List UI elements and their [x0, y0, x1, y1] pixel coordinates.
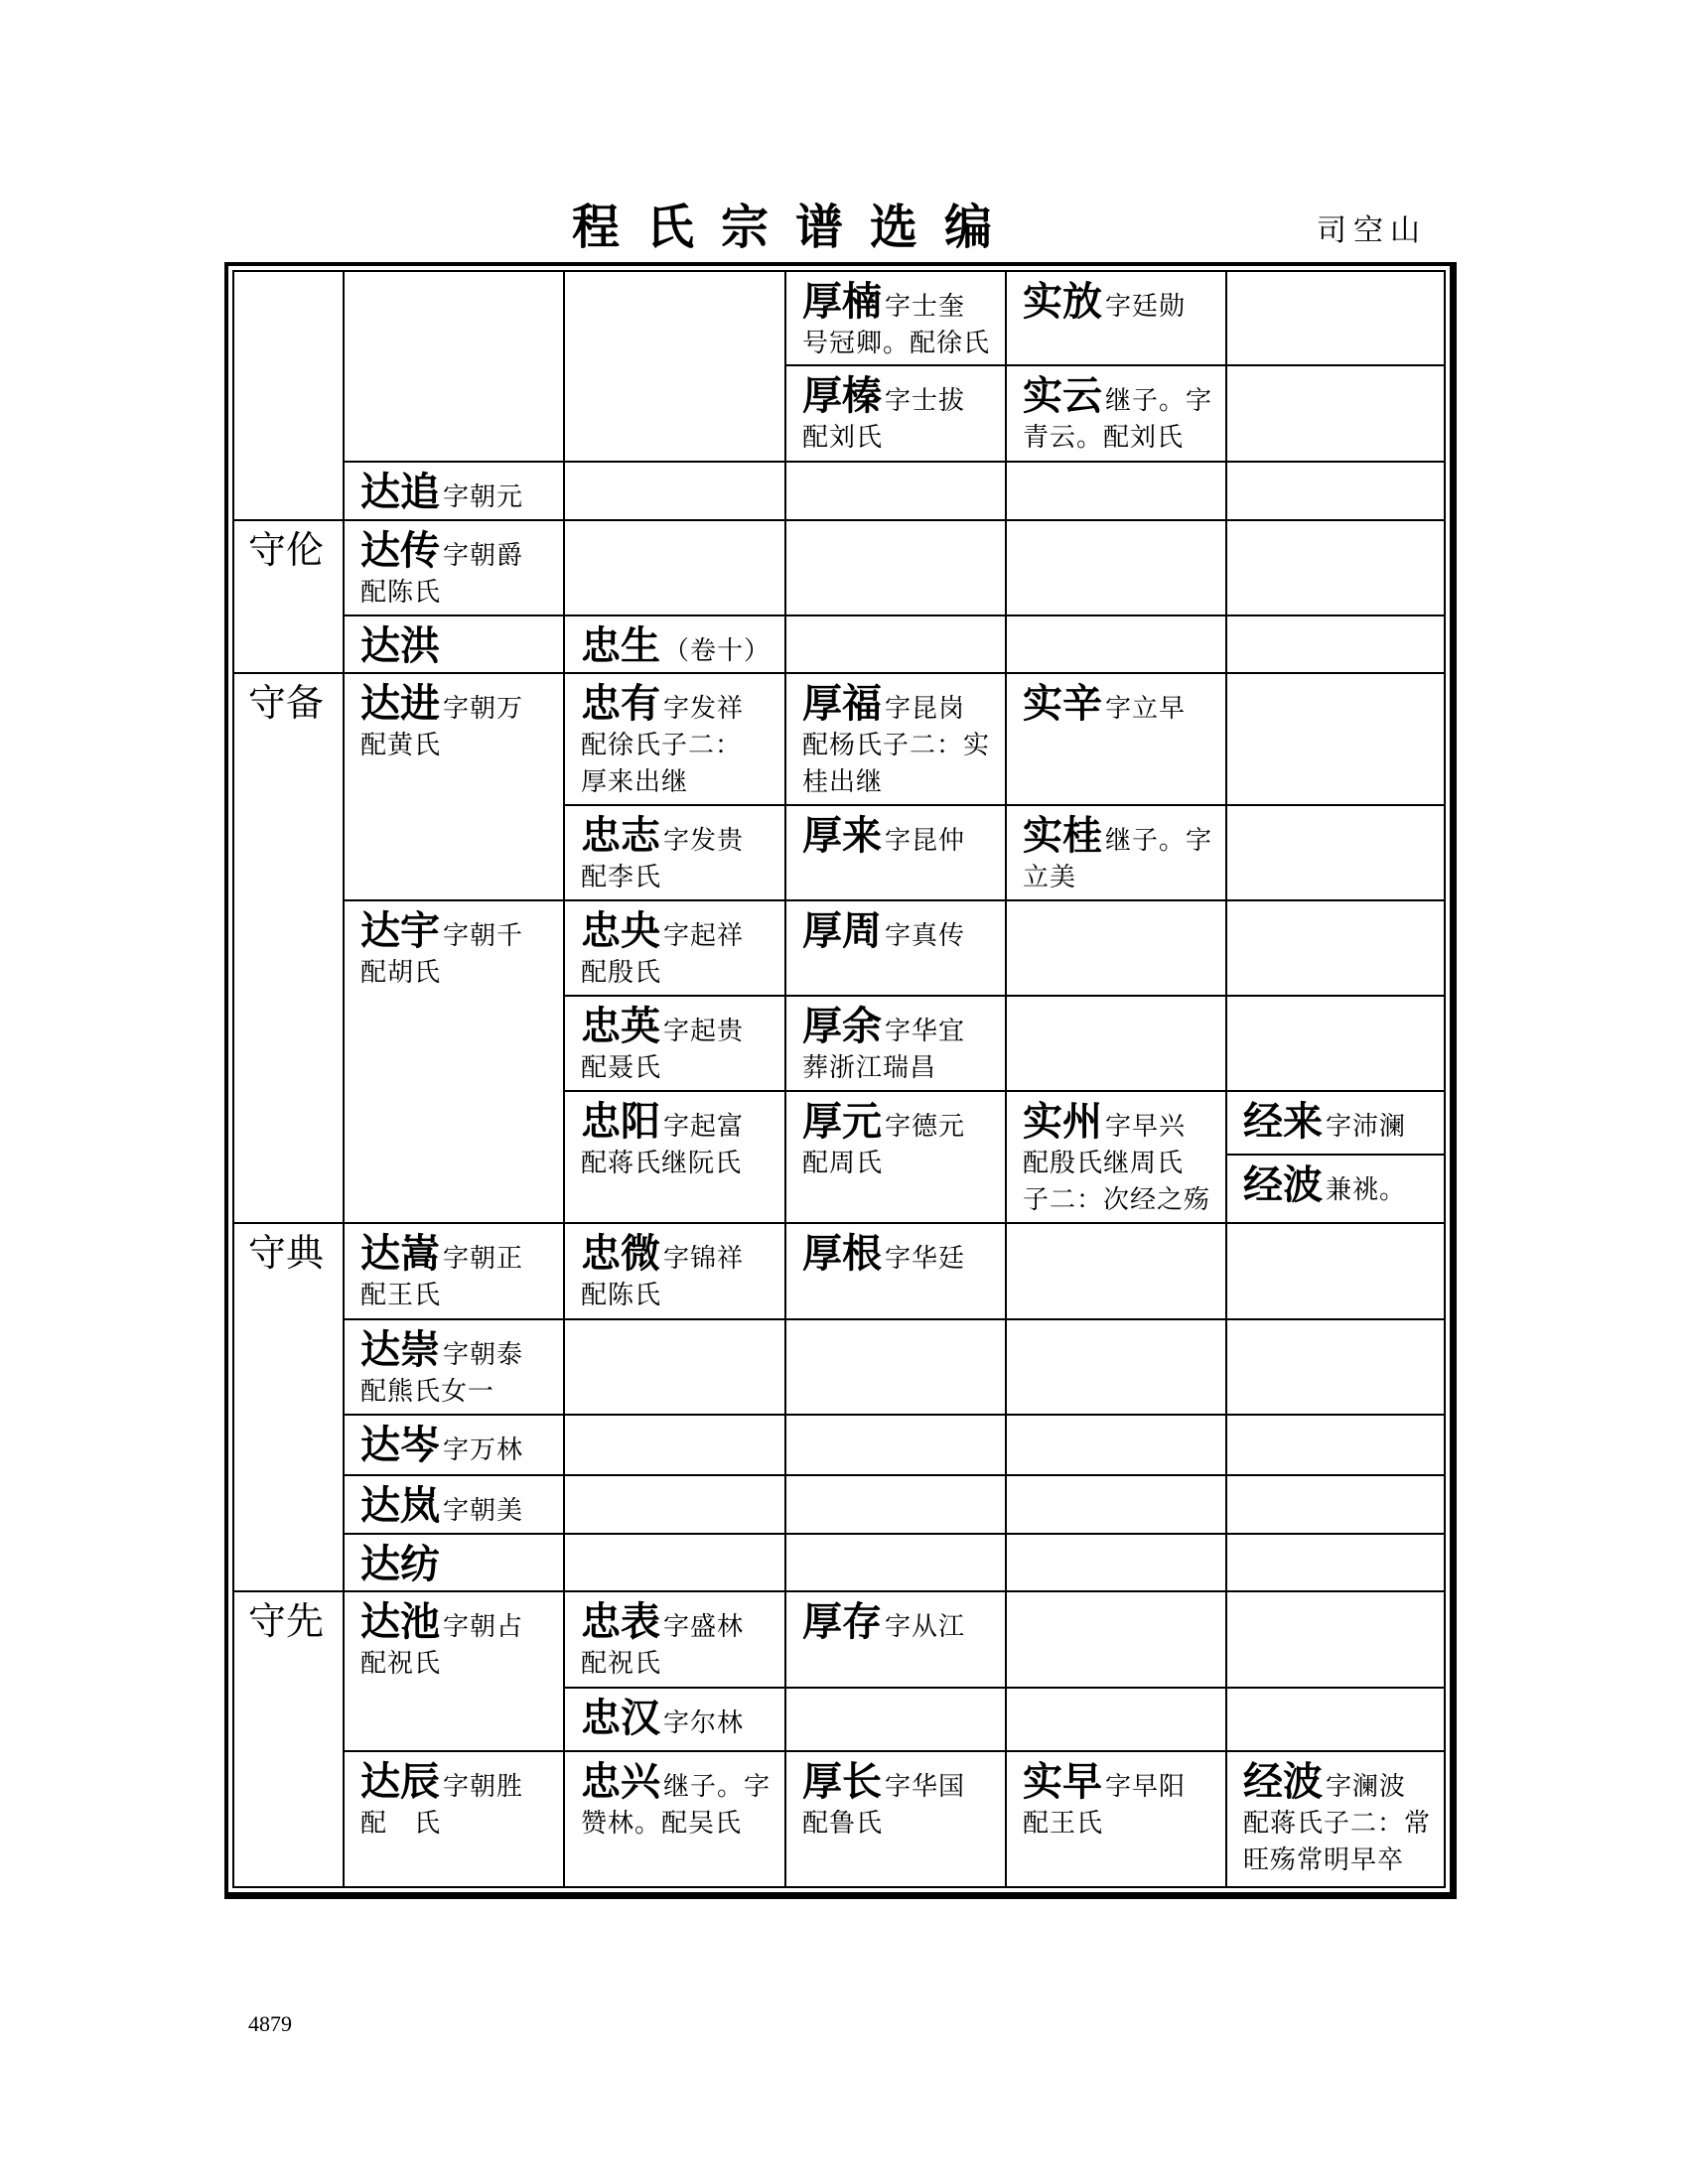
- person-name: 达嵩: [360, 1231, 440, 1277]
- page-number: 4879: [248, 2011, 292, 2036]
- genealogy-entry: [786, 1592, 1005, 1687]
- person-name: 忠兴: [581, 1759, 660, 1805]
- empty-cell: [1227, 272, 1444, 364]
- empty-cell: [786, 1320, 1005, 1414]
- entry-detail: 配李氏: [581, 863, 662, 892]
- empty-cell: [345, 272, 563, 461]
- courtesy-note: 字发祥: [663, 694, 745, 724]
- empty-cell: [1227, 366, 1444, 461]
- empty-cell: [1227, 1224, 1444, 1318]
- genealogy-entry: [565, 997, 784, 1090]
- person-name: 忠表: [581, 1599, 660, 1645]
- entry-detail: 配王氏: [1023, 1809, 1104, 1839]
- branch-name: 守典: [248, 1231, 325, 1275]
- person-name: 实放: [1023, 279, 1102, 325]
- entry-detail: 配祝氏: [360, 1649, 442, 1679]
- courtesy-note: 字昆岗: [885, 694, 966, 724]
- genealogy-entry: [565, 1092, 784, 1222]
- genealogy-entry: [1227, 1156, 1444, 1222]
- courtesy-note: 字锦祥: [663, 1244, 745, 1274]
- courtesy-note: 字朝千: [443, 921, 524, 951]
- page-title: 程氏宗谱选编: [572, 200, 1020, 255]
- courtesy-note: 字起祥: [663, 921, 745, 951]
- entry-detail: 赞林。配吴氏: [581, 1809, 743, 1839]
- empty-cell: [1227, 1416, 1444, 1474]
- entry-detail: 葬浙江瑞昌: [802, 1053, 937, 1083]
- person-name: 厚周: [802, 908, 882, 954]
- entry-detail: 旺殇常明早卒: [1243, 1845, 1405, 1875]
- entry-detail: 配熊氏女一: [360, 1377, 495, 1407]
- genealogy-entry: [786, 806, 1005, 899]
- courtesy-note: 字起富: [663, 1112, 745, 1142]
- empty-cell: [1007, 1320, 1225, 1414]
- empty-cell: [786, 616, 1005, 672]
- person-name: 厚根: [802, 1231, 882, 1277]
- courtesy-note: 字士奎: [885, 292, 966, 322]
- courtesy-note: 字朝美: [443, 1496, 524, 1526]
- courtesy-note: 字澜波: [1326, 1772, 1407, 1802]
- entry-detail: 厚来出继: [581, 767, 689, 797]
- empty-cell: [565, 463, 784, 519]
- entry-detail: 配陈氏: [581, 1281, 662, 1310]
- person-name: 达洪: [360, 623, 440, 669]
- empty-cell: [1227, 463, 1444, 519]
- branch-head: [234, 1592, 343, 1886]
- genealogy-grid: [232, 270, 1446, 1888]
- genealogy-entry: [345, 901, 563, 1222]
- entry-detail: 配王氏: [360, 1281, 442, 1310]
- genealogy-entry: [345, 1476, 563, 1533]
- entry-detail: 配周氏: [802, 1149, 884, 1178]
- entry-detail: 配鲁氏: [802, 1809, 884, 1839]
- genealogy-entry: [565, 616, 784, 672]
- genealogy-entry: [786, 997, 1005, 1090]
- entry-detail: 桂出继: [802, 767, 884, 797]
- entry-detail: 配聂氏: [581, 1053, 662, 1083]
- genealogy-entry: [786, 366, 1005, 461]
- branch-name: 守备: [248, 681, 325, 725]
- genealogy-entry: [1007, 806, 1225, 899]
- person-name: 忠汉: [581, 1696, 660, 1741]
- person-name: 经波: [1243, 1759, 1323, 1805]
- empty-cell: [786, 1476, 1005, 1533]
- courtesy-note: 字朝元: [443, 482, 524, 512]
- courtesy-note: 字华宜: [885, 1017, 966, 1046]
- genealogy-entry: [345, 1592, 563, 1750]
- genealogy-table: [224, 262, 1457, 1899]
- courtesy-note: 字德元: [885, 1112, 966, 1142]
- entry-detail: 配祝氏: [581, 1649, 662, 1679]
- genealogy-entry: [345, 1320, 563, 1414]
- empty-cell: [1227, 806, 1444, 899]
- empty-cell: [565, 1535, 784, 1590]
- entry-detail: 青云。配刘氏: [1023, 423, 1185, 453]
- person-name: 达池: [360, 1599, 440, 1645]
- entry-detail: 配陈氏: [360, 578, 442, 608]
- person-name: 厚存: [802, 1599, 882, 1645]
- courtesy-note: 字起贵: [663, 1017, 745, 1046]
- genealogy-entry: [1007, 1092, 1225, 1222]
- courtesy-note: 兼祧。: [1326, 1175, 1407, 1205]
- person-name: 忠有: [581, 681, 660, 727]
- courtesy-note: 字早阳: [1105, 1772, 1187, 1802]
- empty-cell: [1227, 1592, 1444, 1687]
- empty-cell: [1227, 901, 1444, 995]
- genealogy-entry: [786, 272, 1005, 364]
- genealogy-entry: [786, 1092, 1005, 1222]
- genealogy-entry: [1007, 674, 1225, 804]
- empty-cell: [1227, 1476, 1444, 1533]
- empty-cell: [1007, 1592, 1225, 1687]
- courtesy-note: 字尔林: [663, 1708, 745, 1738]
- genealogy-entry: [565, 674, 784, 804]
- person-name: 厚福: [802, 681, 882, 727]
- genealogy-entry: [786, 1752, 1005, 1886]
- empty-cell: [1227, 1689, 1444, 1750]
- genealogy-entry: [345, 463, 563, 519]
- genealogy-entry: [345, 674, 563, 899]
- empty-cell: [1007, 1689, 1225, 1750]
- branch-name: 守先: [248, 1599, 325, 1643]
- empty-cell: [565, 272, 784, 461]
- person-name: 厚楠: [802, 279, 882, 325]
- branch-name: 守伦: [248, 528, 325, 572]
- genealogy-entry: [345, 1416, 563, 1474]
- genealogy-entry: [565, 1752, 784, 1886]
- entry-detail: 立美: [1023, 863, 1077, 892]
- person-name: 实桂: [1023, 813, 1102, 859]
- empty-cell: [565, 1320, 784, 1414]
- empty-cell: [1007, 997, 1225, 1090]
- genealogy-entry: [565, 806, 784, 899]
- genealogy-entry: [345, 1752, 563, 1886]
- person-name: 厚榛: [802, 373, 882, 419]
- empty-cell: [1007, 901, 1225, 995]
- empty-cell: [1227, 616, 1444, 672]
- person-name: 经波: [1243, 1162, 1323, 1208]
- empty-cell: [1227, 1320, 1444, 1414]
- genealogy-entry: [1007, 366, 1225, 461]
- person-name: 达纺: [360, 1542, 440, 1587]
- entry-detail: 配殷氏: [581, 958, 662, 988]
- genealogy-entry: [786, 674, 1005, 804]
- genealogy-entry: [565, 1592, 784, 1687]
- entry-detail: 配黄氏: [360, 731, 442, 760]
- person-name: 厚余: [802, 1004, 882, 1049]
- courtesy-note: （卷十）: [663, 636, 772, 666]
- genealogy-entry: [1227, 1092, 1444, 1154]
- genealogy-entry: [565, 901, 784, 995]
- entry-detail: 配蒋氏子二：常: [1243, 1809, 1432, 1839]
- branch-head: [234, 1224, 343, 1590]
- genealogy-entry: [345, 1535, 563, 1590]
- branch-head: [234, 674, 343, 1222]
- genealogy-entry: [786, 901, 1005, 995]
- location-label: 司空山: [1317, 213, 1427, 248]
- empty-cell: [565, 1476, 784, 1533]
- genealogy-entry: [345, 616, 563, 672]
- entry-detail: 配徐氏子二：: [581, 731, 743, 760]
- person-name: 实州: [1023, 1099, 1102, 1145]
- empty-cell: [786, 1535, 1005, 1590]
- person-name: 达崇: [360, 1327, 440, 1373]
- courtesy-note: 字立早: [1105, 694, 1187, 724]
- empty-cell: [1227, 1535, 1444, 1590]
- entry-detail: 号冠卿。配徐氏: [802, 329, 991, 358]
- empty-cell: [1007, 1224, 1225, 1318]
- courtesy-note: 字华国: [885, 1772, 966, 1802]
- person-name: 达宇: [360, 908, 440, 954]
- courtesy-note: 继子。字: [663, 1772, 772, 1802]
- courtesy-note: 字万林: [443, 1435, 524, 1465]
- empty-cell: [1007, 1416, 1225, 1474]
- person-name: 经来: [1243, 1099, 1323, 1145]
- empty-cell: [1227, 997, 1444, 1090]
- empty-cell: [786, 521, 1005, 614]
- genealogy-entry: [786, 1224, 1005, 1318]
- courtesy-note: 字沛澜: [1326, 1112, 1407, 1142]
- person-name: 实早: [1023, 1759, 1102, 1805]
- empty-cell: [234, 272, 343, 519]
- empty-cell: [565, 1416, 784, 1474]
- courtesy-note: 继子。字: [1105, 826, 1213, 856]
- courtesy-note: 字早兴: [1105, 1112, 1187, 1142]
- courtesy-note: 字发贵: [663, 826, 745, 856]
- genealogy-entry: [345, 1224, 563, 1318]
- courtesy-note: 字朝爵: [443, 541, 524, 571]
- courtesy-note: 字朝占: [443, 1612, 524, 1642]
- genealogy-entry: [565, 1224, 784, 1318]
- person-name: 达辰: [360, 1759, 440, 1805]
- empty-cell: [1007, 463, 1225, 519]
- genealogy-entry: [345, 521, 563, 614]
- person-name: 达进: [360, 681, 440, 727]
- courtesy-note: 字真传: [885, 921, 966, 951]
- entry-detail: 配 氏: [360, 1809, 442, 1839]
- person-name: 厚长: [802, 1759, 882, 1805]
- genealogy-entry: [1007, 272, 1225, 364]
- courtesy-note: 字从江: [885, 1612, 966, 1642]
- empty-cell: [1227, 521, 1444, 614]
- entry-detail: 子二：次经之殇: [1023, 1185, 1211, 1215]
- person-name: 实云: [1023, 373, 1102, 419]
- genealogy-entry: [565, 1689, 784, 1750]
- courtesy-note: 字士拔: [885, 386, 966, 416]
- person-name: 达追: [360, 470, 440, 515]
- empty-cell: [1007, 616, 1225, 672]
- entry-detail: 配胡氏: [360, 958, 442, 988]
- person-name: 忠央: [581, 908, 660, 954]
- person-name: 忠生: [581, 623, 660, 669]
- empty-cell: [1227, 674, 1444, 804]
- empty-cell: [786, 1689, 1005, 1750]
- person-name: 忠英: [581, 1004, 660, 1049]
- person-name: 实辛: [1023, 681, 1102, 727]
- entry-detail: 配杨氏子二：实: [802, 731, 991, 760]
- empty-cell: [786, 1416, 1005, 1474]
- genealogy-entry: [1227, 1752, 1444, 1886]
- courtesy-note: 字盛林: [663, 1612, 745, 1642]
- person-name: 忠微: [581, 1231, 660, 1277]
- person-name: 达岑: [360, 1423, 440, 1468]
- person-name: 厚来: [802, 813, 882, 859]
- empty-cell: [1007, 1476, 1225, 1533]
- person-name: 达岚: [360, 1483, 440, 1529]
- empty-cell: [786, 463, 1005, 519]
- genealogy-entry: [1007, 1752, 1225, 1886]
- entry-detail: 配蒋氏继阮氏: [581, 1149, 743, 1178]
- empty-cell: [1007, 1535, 1225, 1590]
- courtesy-note: 字昆仲: [885, 826, 966, 856]
- courtesy-note: 字华廷: [885, 1244, 966, 1274]
- courtesy-note: 继子。字: [1105, 386, 1213, 416]
- person-name: 厚元: [802, 1099, 882, 1145]
- courtesy-note: 字廷勋: [1105, 292, 1187, 322]
- empty-cell: [1007, 521, 1225, 614]
- courtesy-note: 字朝正: [443, 1244, 524, 1274]
- person-name: 忠志: [581, 813, 660, 859]
- person-name: 忠阳: [581, 1099, 660, 1145]
- branch-head: [234, 521, 343, 672]
- courtesy-note: 字朝胜: [443, 1772, 524, 1802]
- empty-cell: [565, 521, 784, 614]
- entry-detail: 配殷氏继周氏: [1023, 1149, 1185, 1178]
- person-name: 达传: [360, 528, 440, 574]
- courtesy-note: 字朝泰: [443, 1340, 524, 1370]
- entry-detail: 配刘氏: [802, 423, 884, 453]
- courtesy-note: 字朝万: [443, 694, 524, 724]
